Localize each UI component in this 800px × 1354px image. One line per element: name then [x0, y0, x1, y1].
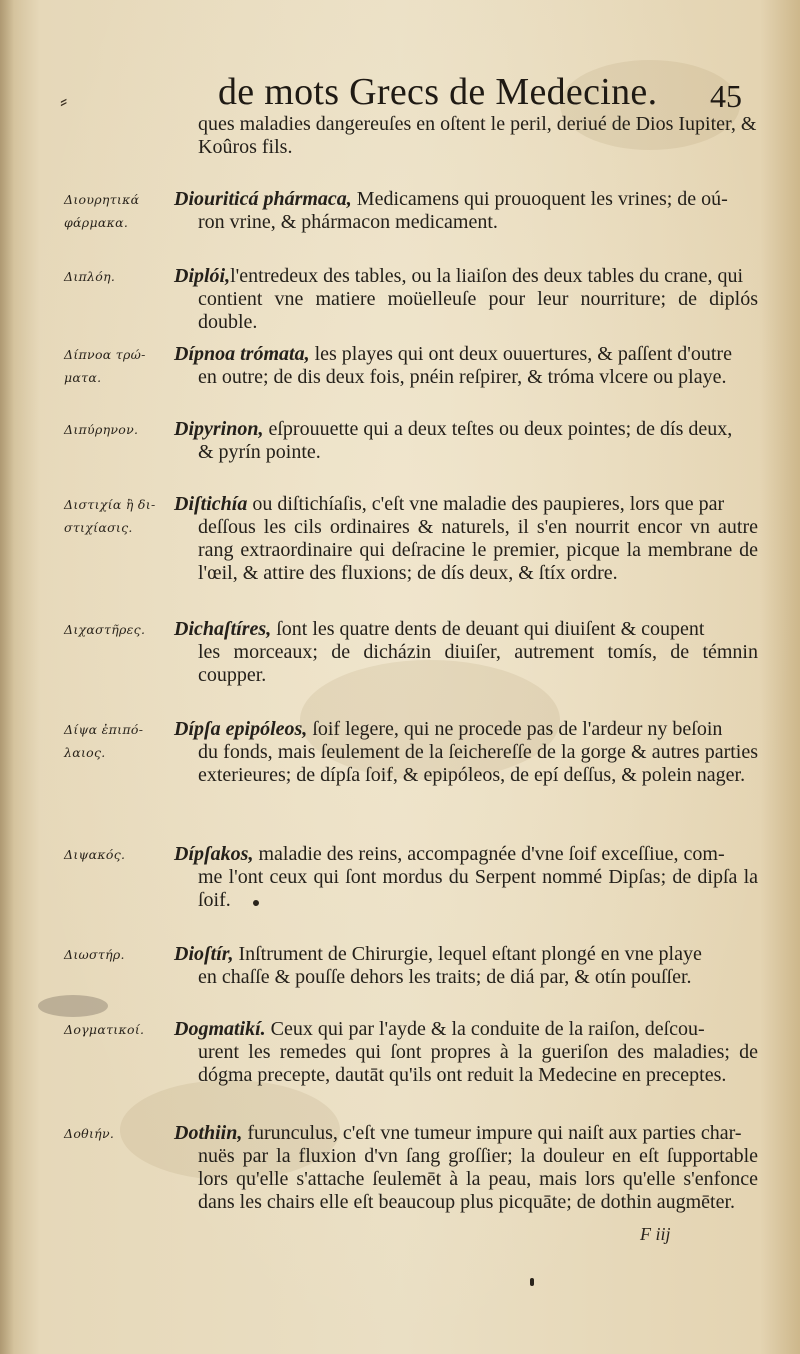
definition-first-line: ſoif legere, qui ne procede pas de l'ardeur ny beſoin: [307, 718, 723, 740]
definition-first-line: Ceux qui par l'ayde & la conduite de la raiſon, deſcou-: [265, 1018, 705, 1040]
latin-term: Dípſakos,: [174, 843, 254, 865]
page-fold-shadow: [0, 0, 14, 1354]
greek-headword: Δίπνοα τρώ- ματα.: [64, 347, 146, 385]
greek-headword: Διπλόη.: [64, 269, 116, 284]
greek-headword: Διχαστῆρες.: [64, 622, 146, 637]
entry-definition: [174, 1122, 758, 1214]
latin-term: Dothiin,: [174, 1122, 243, 1144]
definition-first-line: les playes qui ont deux ouuertures, & paſſent d'outre: [309, 343, 732, 365]
ink-mark: [530, 1278, 534, 1286]
latin-term: Dípſa epipóleos,: [174, 718, 308, 740]
ink-blot: [38, 995, 108, 1017]
page-number: 45: [710, 78, 742, 114]
running-title: de mots Grecs de Medecine.: [218, 71, 658, 113]
greek-headword: Δογματικοί.: [64, 1022, 145, 1037]
definition-continuation: en outre; de dis deux fois, pnéin reſpirer, & tróma vlcere ou playe.: [198, 366, 727, 388]
entry-definition: [174, 188, 758, 234]
signature-mark: F iij: [640, 1224, 671, 1244]
entry-definition: [174, 618, 758, 687]
margin-ornament-icon: ⸗: [60, 89, 68, 114]
definition-continuation: les morceaux; de dicházin diuiſer, autrement tomís, de témnin coupper.: [198, 641, 758, 686]
definition-continuation: deſſous les cils ordinaires & naturels, il s'en nourrit encor vn autre rang extraordinaire qui deſracine le premier, picque la membrane de l'œil, & attire des fluxions; de dís deux, & ſtíx ordre.: [198, 516, 758, 584]
definition-first-line: furunculus, c'eſt vne tumeur impure qui naiſt aux parties char-: [242, 1122, 742, 1144]
greek-headword: Διστιχία ἢ δι- στιχίασις.: [64, 497, 156, 535]
entry-definition: [174, 343, 758, 389]
entry-definition: [174, 943, 758, 989]
definition-first-line: eſprouuette qui a deux teſtes ou deux pointes; de dís deux,: [263, 418, 733, 440]
definition-first-line: Medicamens qui prouoquent les vrines; de oú-: [351, 188, 728, 210]
latin-term: Dipyrinon,: [174, 418, 264, 440]
latin-term: Dogmatikí.: [174, 1018, 266, 1040]
latin-term: Dioſtír,: [174, 943, 234, 965]
entry-definition: [174, 265, 758, 334]
latin-term: Diplói,: [174, 265, 231, 287]
definition-first-line: l'entredeux des tables, ou la liaiſon des deux tables du crane, qui: [230, 265, 744, 287]
latin-term: Dichaſtíres,: [174, 618, 272, 640]
greek-headword: Διψακός.: [64, 847, 126, 862]
definition-first-line: ſont les quatre dents de deuant qui diuiſent & coupent: [271, 618, 705, 640]
greek-headword: Διουρητικά φάρμακα.: [64, 192, 140, 230]
definition-continuation: urent les remedes qui ſont propres à la gueriſon des maladies; de dógma precepte, dautāt qu'ils ont reduit la Medecine en preceptes.: [198, 1041, 758, 1086]
definition-continuation: nuës par la fluxion d'vn ſang groſſier; la douleur en eſt ſupportable lors qu'elle s'attache ſeulemēt à la peau, mais lors qu'elle s'enfonce dans les chairs elle eſt beaucoup plus picquāte; de dothin augmēter.: [198, 1145, 758, 1213]
definition-continuation: contient vne matiere moüelleuſe pour leur nourriture; de diplós double.: [198, 288, 758, 333]
definition-first-line: ou diſtichíaſis, c'eſt vne maladie des paupieres, lors que par: [247, 493, 725, 515]
entry-definition: [174, 493, 758, 585]
entry-definition: [174, 843, 758, 912]
continued-paragraph: ques maladies dangereuſes en oſtent le peril, deriué de Dios Iupiter, & Koûros fils.: [198, 113, 757, 158]
definition-first-line: Inſtrument de Chirurgie, lequel eſtant plongé en vne playe: [233, 943, 702, 965]
entry-definition: [174, 718, 758, 787]
latin-term: Diouriticá phármaca,: [174, 188, 352, 210]
definition-continuation: & pyrín pointe.: [198, 441, 321, 463]
entry-definition: [174, 418, 758, 464]
greek-headword: Διπύρηνον.: [64, 422, 139, 437]
entry-definition: [174, 1018, 758, 1087]
greek-headword: Δίψα ἐπιπό- λαιος.: [64, 722, 144, 760]
definition-continuation: du fonds, mais ſeulement de la ſeichereſſe de la gorge & autres parties exterieures; de dípſa ſoif, & epipóleos, de epí deſſus, & polein nager.: [198, 741, 758, 786]
latin-term: Dípnoa trómata,: [174, 343, 310, 365]
definition-continuation: me l'ont ceux qui ſont mordus du Serpent nommé Dipſas; de dipſa la ſoif.: [198, 866, 758, 911]
greek-headword: Δοθιήν.: [64, 1126, 115, 1141]
definition-first-line: maladie des reins, accompagnée d'vne ſoif exceſſiue, com-: [253, 843, 725, 865]
greek-headword: Διωστήρ.: [64, 947, 125, 962]
latin-term: Diſtichía: [174, 493, 248, 515]
definition-continuation: en chaſſe & pouſſe dehors les traits; de diá par, & otín pouſſer.: [198, 966, 692, 988]
definition-continuation: ron vrine, & phármacon medicament.: [198, 211, 498, 233]
